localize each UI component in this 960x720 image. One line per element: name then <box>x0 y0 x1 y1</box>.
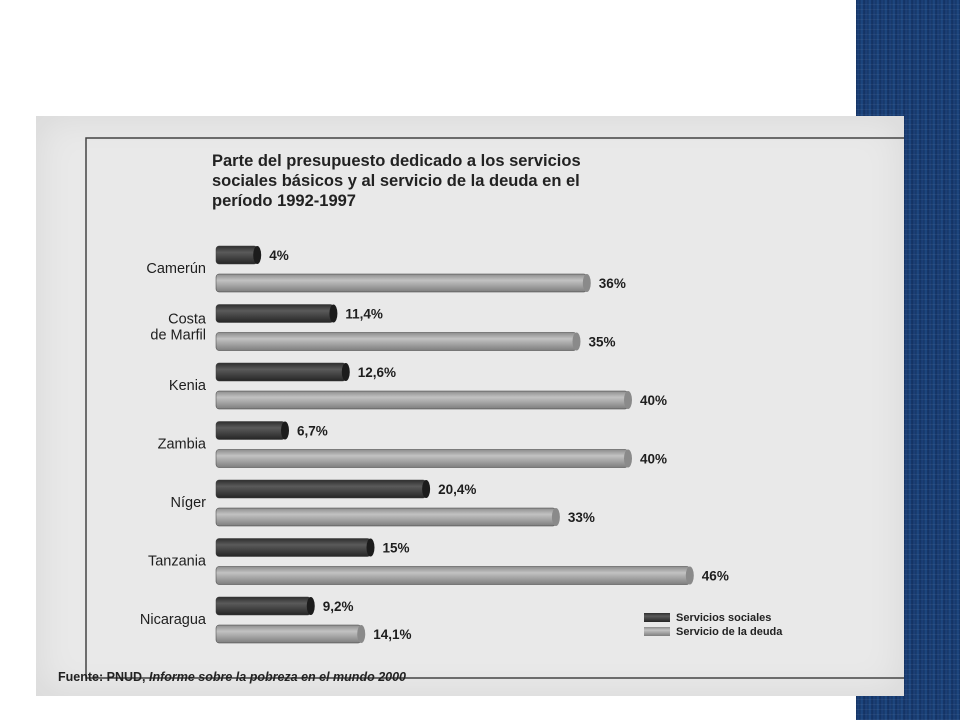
category-label-line: Camerún <box>146 261 206 277</box>
bar-social-niger <box>216 480 426 498</box>
bar-cap-debt-zambia <box>624 450 632 468</box>
value-label-debt-costa-de-marfil: 35% <box>588 334 616 350</box>
value-label-debt-camerun: 36% <box>598 276 626 291</box>
bar-debt-camerun <box>216 274 587 292</box>
bar-social-tanzania <box>216 539 371 557</box>
bar-cap-debt-camerun <box>583 274 591 292</box>
bar-debt-nicaragua <box>216 625 361 643</box>
value-label-social-costa-de-marfil: 11,4% <box>345 306 383 322</box>
bar-social-camerun <box>216 246 257 264</box>
value-label-social-nicaragua: 9,2% <box>322 599 354 614</box>
category-label-niger <box>171 495 207 511</box>
svg-text:Parte del presupuesto dedicado <box>212 152 585 210</box>
category-label-line: de Marfil <box>150 327 206 344</box>
category-label-line: Zambia <box>157 436 206 453</box>
value-label-social-niger: 20,4% <box>438 482 477 497</box>
value-label-social-camerun: 4% <box>269 248 289 263</box>
legend-swatch-debt <box>644 627 670 636</box>
category-label-camerun <box>146 261 206 277</box>
legend-label-debt: Servicio de la deuda <box>676 626 783 638</box>
category-label-kenia <box>169 378 207 394</box>
bar-cap-debt-kenia <box>624 391 632 409</box>
bar-cap-social-costa-de-marfil <box>329 305 337 323</box>
value-label-debt-zambia: 40% <box>640 451 668 467</box>
bar-social-nicaragua <box>216 597 311 615</box>
bar-social-zambia <box>216 422 285 440</box>
source-note <box>58 670 406 684</box>
bar-debt-niger <box>216 508 556 526</box>
bar-cap-debt-costa-de-marfil <box>573 333 581 351</box>
legend <box>644 612 783 638</box>
category-label-line: Costa <box>168 311 206 328</box>
category-label-line: Nicaragua <box>139 612 206 628</box>
category-label-nicaragua <box>140 612 207 628</box>
bar-debt-costa-de-marfil <box>216 333 577 351</box>
category-label-tanzania <box>148 554 207 570</box>
bar-cap-debt-nicaragua <box>357 625 365 643</box>
value-label-social-zambia: 6,7% <box>297 423 328 439</box>
category-label-line: Kenia <box>168 378 206 394</box>
bar-cap-social-nicaragua <box>307 597 315 615</box>
bar-cap-social-zambia <box>281 422 289 440</box>
chart-title-line-3: período 1992-1997 <box>212 192 356 210</box>
bar-cap-social-tanzania <box>367 539 375 557</box>
legend-label-social: Servicios sociales <box>676 612 772 624</box>
value-label-debt-niger: 33% <box>567 510 595 525</box>
scanned-chart-figure <box>36 116 904 696</box>
bar-social-kenia <box>216 363 346 381</box>
value-label-debt-nicaragua: 14,1% <box>373 627 412 642</box>
bar-debt-kenia <box>216 391 628 409</box>
bar-cap-debt-niger <box>552 508 560 526</box>
value-label-debt-tanzania: 46% <box>701 568 729 584</box>
category-label-zambia <box>158 437 207 453</box>
bar-cap-debt-tanzania <box>686 567 694 585</box>
source-prefix: Fuente: PNUD, <box>58 670 149 684</box>
bar-cap-social-kenia <box>342 363 350 381</box>
source-title: Informe sobre la pobreza en el mundo 2000 <box>148 670 406 684</box>
plot-area <box>140 246 729 643</box>
category-label-line: Tanzania <box>147 553 206 570</box>
value-label-social-tanzania: 15% <box>382 540 410 556</box>
category-label-line: Níger <box>170 495 206 511</box>
bar-social-costa-de-marfil <box>216 305 333 323</box>
bar-chart <box>36 116 904 696</box>
bar-debt-zambia <box>216 450 628 468</box>
bar-debt-tanzania <box>216 567 690 585</box>
value-label-debt-kenia: 40% <box>640 393 668 408</box>
legend-swatch-social <box>644 613 670 622</box>
chart-title-line-2: sociales básicos y al servicio de la deuda en el <box>212 172 580 190</box>
value-label-social-kenia: 12,6% <box>357 365 397 380</box>
bar-cap-social-camerun <box>253 246 261 264</box>
category-label-costa-de-marfil <box>150 312 207 344</box>
chart-title-line-1: Parte del presupuesto dedicado a los servicios <box>212 152 581 170</box>
bar-cap-social-niger <box>422 480 430 498</box>
